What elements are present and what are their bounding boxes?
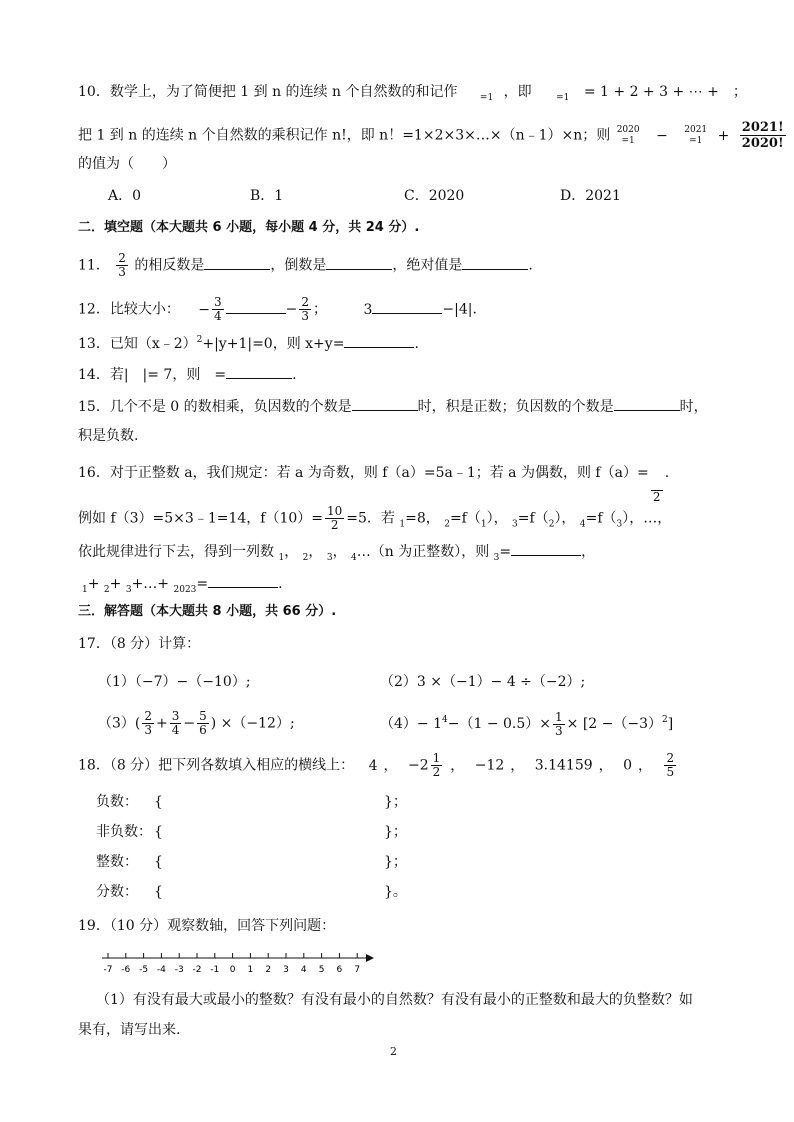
sum-notation: =1 [556,93,570,103]
tick-label: 6 [336,965,343,975]
tick-label: 1 [247,965,254,975]
q18-row-fraction: 分数： { [96,884,163,900]
answer-blank[interactable] [511,541,581,556]
tick-label: 2 [265,965,272,975]
q16-line1: 16．对于正整数 a，我们规定：若 a 为奇数，则 f（a）=5a﹣1；若 a 为偶数，则 f（a）= 2 . [78,465,670,504]
q18-row-negative: 负数： { [96,794,163,810]
q18-row-integer: 整数： { [96,854,163,870]
q19-part1-line1: （1）有没有最大或最小的整数？有没有最小的自然数？有没有最小的正整数和最大的负整数？如 [96,992,693,1008]
tick-label: -5 [139,965,149,975]
q11: 11． $\frac{2}{3}$ 的相反数是 ，倒数是 ，绝对值是 . [78,251,533,279]
q17-part3: （3）( $\frac{2}{3}$ + $\frac{3}{4}$ − $\frac{5}{6}$ ) ×（−12）; [98,709,295,737]
q19-title: 19．（10 分）观察数轴，回答下列问题： [78,918,336,934]
answer-blank[interactable] [344,333,414,348]
section-2-title: 二．填空题（本大题共 6 小题，每小题 4 分，共 24 分）. [78,220,420,235]
q16-line2: 例如 f（3）=5×3﹣1=14，f（10）= $\frac{10}{2}$ =5．若 $_1$=8， $_2=f(_1)$， $_3=f(_2)$， $_4=f(_3)$，…， [78,504,672,532]
q16-line3: 依此规律进行下去，得到一列数 $_1$， $_2$， $_3$， $_4$…（n 为正整数），则 $_3$= ， [78,541,595,568]
q17-part4: $(4)- 1^4-(1 - 0.5)\times$ $\frac{1}{3}$ × $[2 -(-3)^2]$ [380,709,674,738]
frac-num: 2021! [741,120,784,135]
option-b: B．1 [250,188,284,204]
sum-notation: =1 [479,93,494,103]
frac-den: =1 [689,135,703,146]
answer-blank[interactable] [372,299,442,314]
q12: 12．比较大小： − $\frac{3}{4}$ − $\frac{2}{3}$ ； 3 −|4|. [78,295,477,323]
tick-label: -2 [192,965,202,975]
q16-line4: $_1$+ $_2$+ $_3$+…+ $_{2023}$= . [82,573,283,600]
q10-line1 [78,82,747,108]
frac-den: =1 [621,135,635,146]
answer-blank[interactable] [326,255,392,270]
option-a: A．0 [108,188,142,204]
tick-label: -4 [156,965,166,975]
q18-row-nonnegative: 非负数： { [96,824,163,840]
option-d: D．2021 [560,188,621,204]
minus-sign: − [656,127,668,144]
number-line [100,950,380,984]
answer-blank[interactable] [226,299,286,314]
arrow-head [366,954,374,962]
tick-label: 5 [318,965,325,975]
tick-label: 3 [283,965,289,975]
frac-num: 2021 [684,124,708,135]
answer-blank[interactable] [226,364,292,379]
q17-part2: （2）3 ×（−1）− 4 ÷（−2）; [380,674,586,690]
plus-sign: + [717,127,730,144]
q10-text: 把 1 到 n 的连续 n 个自然数的乘积记作 n!，即 n！=1×2×3×…×（n﹣1）×n；则 [78,127,611,144]
fraction-2021 [684,125,707,147]
q10-line2 [78,120,788,151]
fraction-three-quarters: $\frac{3}{4}$ [214,295,222,323]
number-line-svg [100,950,380,980]
q10-text: 10．数学上，为了简便把 1 到 n 的连续 n 个自然数的和记作 [78,84,458,100]
tick-label: -6 [121,965,131,975]
q10-text: ，即 [503,84,532,100]
q18-title: 18．（8 分）把下列各数填入相应的横线上： 4 ， −2 $\frac{1}{2}$ ， −12 ， 3.14159 ， 0 ， $\frac{2}{5}$ [78,751,675,779]
q14: 14．若| |= 7，则 = . [78,364,297,385]
q18-row-close: }； [384,794,407,810]
q18-row-close: }。 [384,884,407,900]
fraction-half: 2 [651,477,663,504]
page-number: 2 [390,1045,397,1058]
q19-part1-line2: 果有，请写出来. [78,1022,181,1038]
answer-blank[interactable] [462,255,528,270]
q15-line2: 积是负数. [78,428,139,444]
fraction-factorial [740,120,786,151]
option-c: C．2020 [404,188,465,204]
tick-label: -7 [103,965,113,975]
tick-label: 4 [300,965,307,975]
fraction-ten-halves: $\frac{10}{2}$ [327,504,343,532]
q17-title: 17．（8 分）计算： [78,636,201,652]
q18-row-close: }； [384,824,407,840]
answer-blank[interactable] [614,396,680,411]
fraction-two-thirds: $\frac{2}{3}$ [118,251,126,279]
frac-num: 2020 [616,124,640,135]
q10-text: = 1 + 2 + 3 + ⋯ + ； [583,84,747,100]
q17-part1: （1）（−7）−（−10）; [98,674,251,690]
tick-label: -1 [210,965,220,975]
q10-line3: 的值为（ ） [78,156,176,172]
answer-blank[interactable] [352,396,418,411]
q13: 13．已知（x﹣2）$^2$+|y+1|=0，则 x+y= . [78,335,419,352]
answer-blank[interactable] [208,573,278,588]
tick-label: 0 [229,965,236,975]
frac-den: 2020! [741,136,784,151]
q18-row-close: }； [384,854,407,870]
tick-label: -3 [174,965,184,975]
q15: 15．几个不是 0 的数相乘，负因数的个数是 时，积是正数；负因数的个数是 时， [78,396,708,417]
fraction-two-thirds: $\frac{2}{3}$ [301,295,310,323]
answer-blank[interactable] [204,255,270,270]
tick-label: 7 [354,965,361,975]
fraction-2020 [617,125,640,147]
section-3-title: 三．解答题（本大题共 8 小题，共 66 分）. [78,604,337,619]
